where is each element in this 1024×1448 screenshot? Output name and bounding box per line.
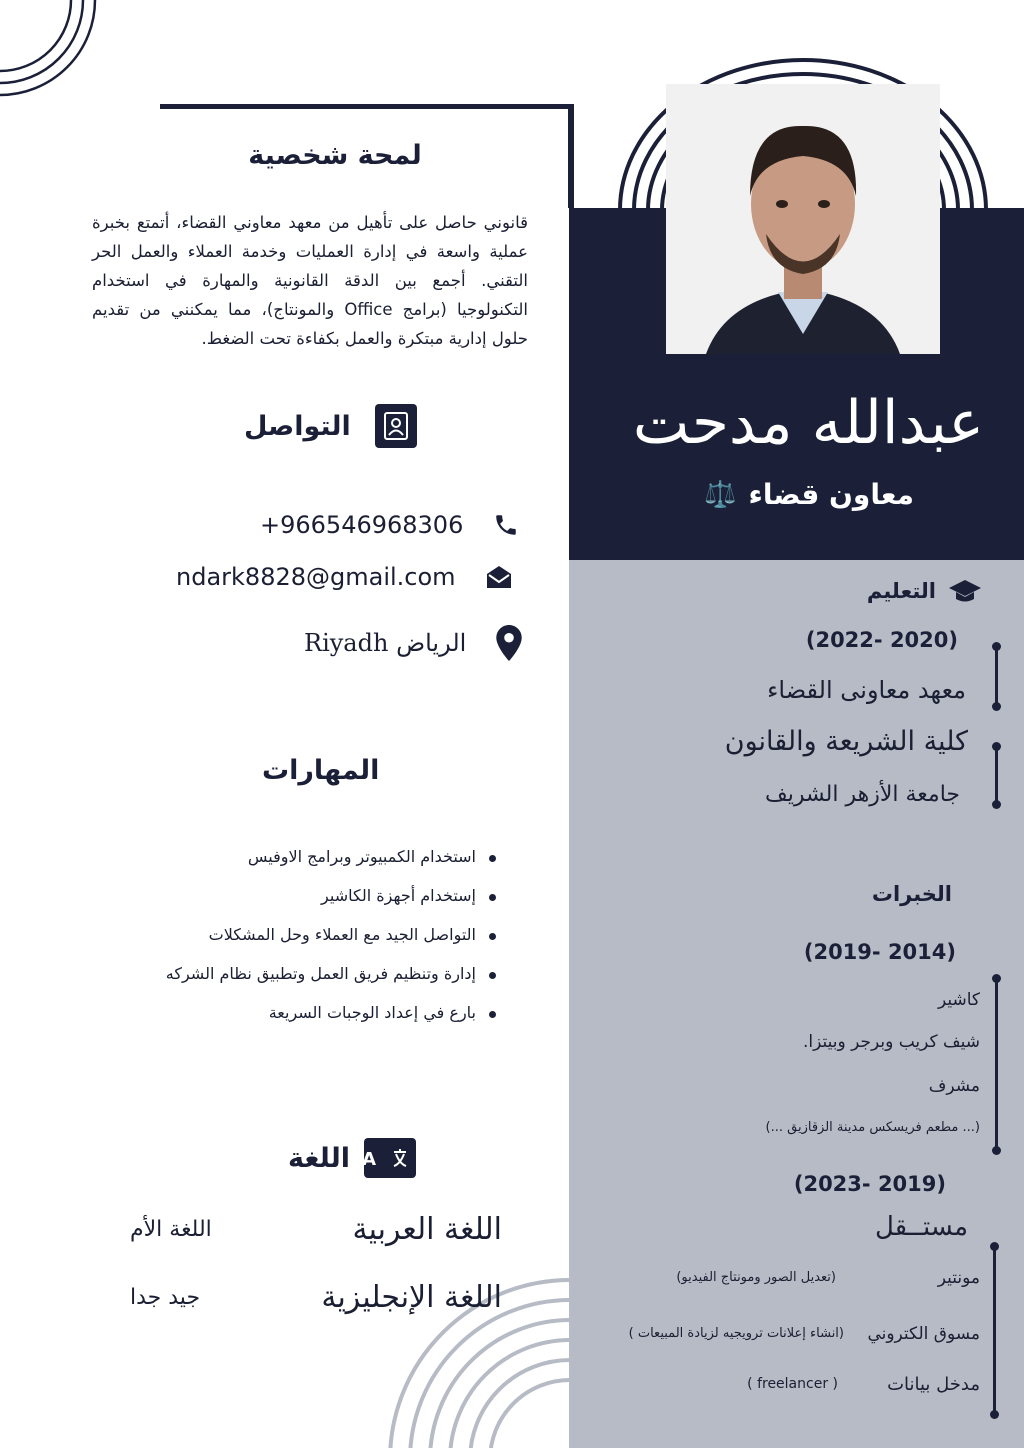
- contact-email: [176, 562, 514, 592]
- timeline-dot: [992, 1146, 1001, 1155]
- freelance-role: مونتير: [937, 1268, 980, 1288]
- envelope-icon: [484, 562, 514, 592]
- contact-phone: [260, 510, 521, 540]
- phone-icon: [491, 510, 521, 540]
- experience-role: كاشير: [937, 990, 980, 1010]
- timeline-dot: [992, 642, 1001, 651]
- freelance-detail: ( freelancer ): [747, 1376, 838, 1392]
- timeline-dot: [992, 742, 1001, 751]
- frame-line: [160, 104, 574, 109]
- experience-header: [872, 882, 952, 906]
- timeline-line: [993, 1248, 996, 1414]
- timeline-dot: [990, 1242, 999, 1251]
- section-title-skills: المهارات: [262, 755, 380, 786]
- language-level: جيد جدا: [130, 1285, 201, 1310]
- skill-item: بارع في إعداد الوجبات السريعة: [160, 1002, 500, 1024]
- job-title: معاون قضاء: [748, 478, 914, 511]
- section-title-education: التعليم: [866, 579, 936, 603]
- experience-period: (2014 -2019): [803, 940, 956, 964]
- timeline-dot: [992, 800, 1001, 809]
- language-row: [130, 1280, 502, 1315]
- language-name: اللغة الإنجليزية: [321, 1280, 502, 1315]
- profile-summary: قانوني حاصل على تأهيل من معهد معاوني القضاء، أتمتع بخبرة عملية واسعة في إدارة العمليات وخدمة العملاء والعمل الحر التقني. أجمع بين الدقة القانونية والمهارة في استخدام التكنولوجيا (برامج Office والمونتاج)، مما يمكنني من تقديم حلول إدارية مبتكرة والعمل بكفاءة تحت الضغط.: [92, 213, 528, 348]
- experience-role: مشرف: [928, 1076, 980, 1096]
- education-faculty: كلية الشريعة والقانون: [724, 726, 968, 757]
- freelance-role: مدخل بيانات: [887, 1374, 980, 1395]
- section-title-experience: الخبرات: [871, 882, 952, 906]
- frame-line: [568, 104, 574, 208]
- svg-text:A: A: [362, 1149, 377, 1170]
- skill-item: استخدام الكمبيوتر وبرامج الاوفيس: [160, 846, 500, 868]
- timeline-dot: [992, 702, 1001, 711]
- location-pin-icon: [494, 628, 524, 658]
- timeline-line: [995, 646, 998, 708]
- section-title-profile: لمحة شخصية: [248, 140, 422, 171]
- contact-card-icon: [375, 404, 417, 448]
- education-institute: معهد معاونى القضاء: [767, 676, 966, 704]
- skills-list: [160, 846, 500, 1041]
- timeline-dot: [990, 1410, 999, 1419]
- language-name: اللغة العربية: [352, 1212, 502, 1247]
- graduation-cap-icon: [948, 578, 982, 604]
- section-title-languages: اللغة: [288, 1142, 351, 1174]
- freelance-detail: (انشاء إعلانات ترويجيه لزيادة المبيعات ): [628, 1326, 844, 1341]
- email-address[interactable]: ndark8828@gmail.com: [176, 563, 456, 591]
- skill-item: إستخدام أجهزة الكاشير: [160, 885, 500, 907]
- freelance-title: مستــقل: [874, 1212, 968, 1242]
- phone-number[interactable]: +966546968306: [260, 511, 464, 539]
- experience-note: (... مطعم فريسكس مدينة الزقازيق ...): [765, 1120, 980, 1135]
- contact-header: [244, 404, 417, 448]
- experience-role: شيف كريب وبرجر وبيتزا.: [803, 1032, 980, 1052]
- timeline-line: [995, 978, 998, 1150]
- language-row: [130, 1212, 502, 1247]
- translate-icon: [364, 1138, 416, 1178]
- profile-photo: [666, 84, 940, 354]
- education-header: [867, 578, 982, 604]
- skill-item: التواصل الجيد مع العملاء وحل المشكلات: [160, 924, 500, 946]
- freelance-role: مسوق الكتروني: [867, 1324, 980, 1344]
- full-name: عبدالله مدحت: [632, 388, 984, 458]
- section-title-contact: التواصل: [244, 410, 351, 442]
- contact-location: [304, 628, 524, 658]
- language-level: اللغة الأم: [130, 1217, 212, 1242]
- skill-item: إدارة وتنظيم فريق العمل وتطبيق نظام الشركه: [160, 963, 500, 985]
- education-period: (2020 -2022): [805, 628, 958, 652]
- location-text: الرياض Riyadh: [304, 629, 467, 657]
- person-photo-icon: [666, 84, 940, 354]
- timeline-dot: [992, 974, 1001, 983]
- decorative-arcs: [0, 0, 110, 110]
- experience-period: (2019 -2023): [793, 1172, 946, 1196]
- job-title-row: [704, 478, 914, 511]
- freelance-detail: (تعديل الصور ومونتاج الفيديو): [676, 1270, 836, 1285]
- timeline-line: [995, 746, 998, 806]
- scale-icon: ⚖️: [704, 479, 737, 510]
- languages-header: [288, 1138, 416, 1178]
- education-university: جامعة الأزهر الشريف: [765, 782, 960, 807]
